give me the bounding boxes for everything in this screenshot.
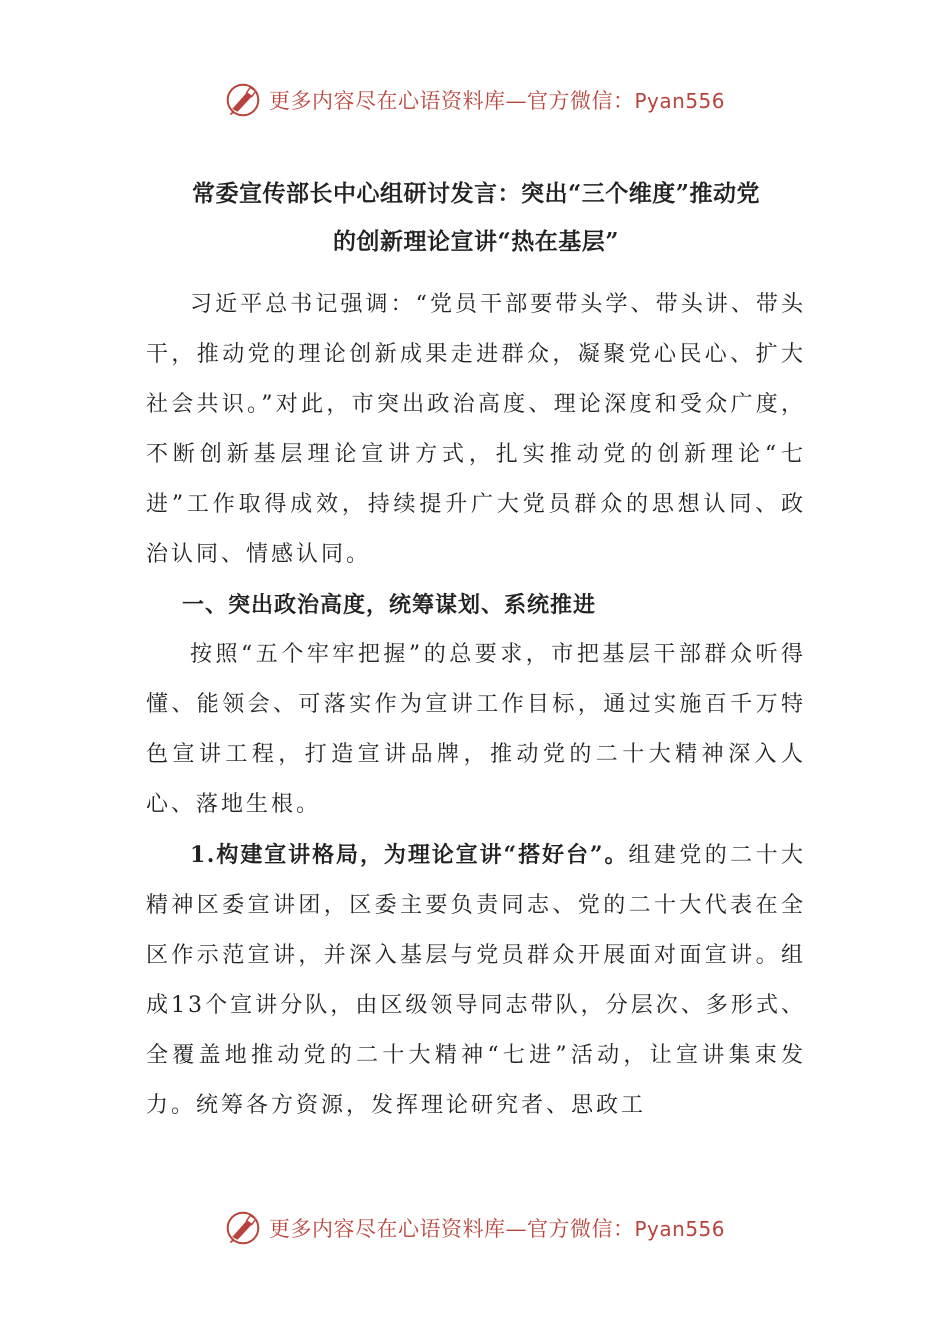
wechat-id: Pyan556 <box>634 89 725 113</box>
paragraph-item-1 <box>146 830 806 1131</box>
pen-logo-icon <box>225 82 261 118</box>
pen-logo-icon <box>225 1210 261 1246</box>
item-1-body: 组建党的二十大精神区委宣讲团，区委主要负责同志、党的二十大代表在全区作示范宣讲，并深入基层与党员群众开展面对面宣讲。组成13个宣讲分队，由区级领导同志带队，分层次、多形式、全覆盖地推动党的二十大精神“七进”活动，让宣讲集束发力。统筹各方资源，发挥理论研究者、思政工 <box>146 843 806 1118</box>
footer-banner <box>0 1210 950 1246</box>
item-1-lead: 1.构建宣讲格局，为理论宣讲“搭好台”。 <box>190 842 629 868</box>
paragraph-section-1: 按照“五个牢牢把握”的总要求，市把基层干部群众听得懂、能领会、可落实作为宣讲工作目标，通过实施百千万特色宣讲工程，打造宣讲品牌，推动党的二十大精神深入人心、落地生根。 <box>146 642 806 817</box>
title-line-2: 的创新理论宣讲“热在基层” <box>333 228 619 255</box>
title-line-1: 常委宣传部长中心组研讨发言：突出“三个维度”推动党 <box>192 180 760 207</box>
header-banner <box>0 82 950 118</box>
document-title <box>138 170 814 266</box>
section-heading-1: 一、突出政治高度，统筹谋划、系统推进 <box>182 592 597 618</box>
banner-text: 更多内容尽在心语资料库—官方微信：Pyan556 <box>268 89 725 113</box>
document-body <box>146 170 806 1131</box>
banner-text: 更多内容尽在心语资料库—官方微信：Pyan556 <box>268 1217 725 1241</box>
paragraph-intro: 习近平总书记强调：“党员干部要带头学、带头讲、带头干，推动党的理论创新成果走进群众，凝聚党心民心、扩大社会共识。”对此，市突出政治高度、理论深度和受众广度，不断创新基层理论宣讲方式，扎实推动党的创新理论“七进”工作取得成效，持续提升广大党员群众的思想认同、政治认同、情感认同。 <box>146 292 806 567</box>
wechat-id: Pyan556 <box>634 1217 725 1241</box>
